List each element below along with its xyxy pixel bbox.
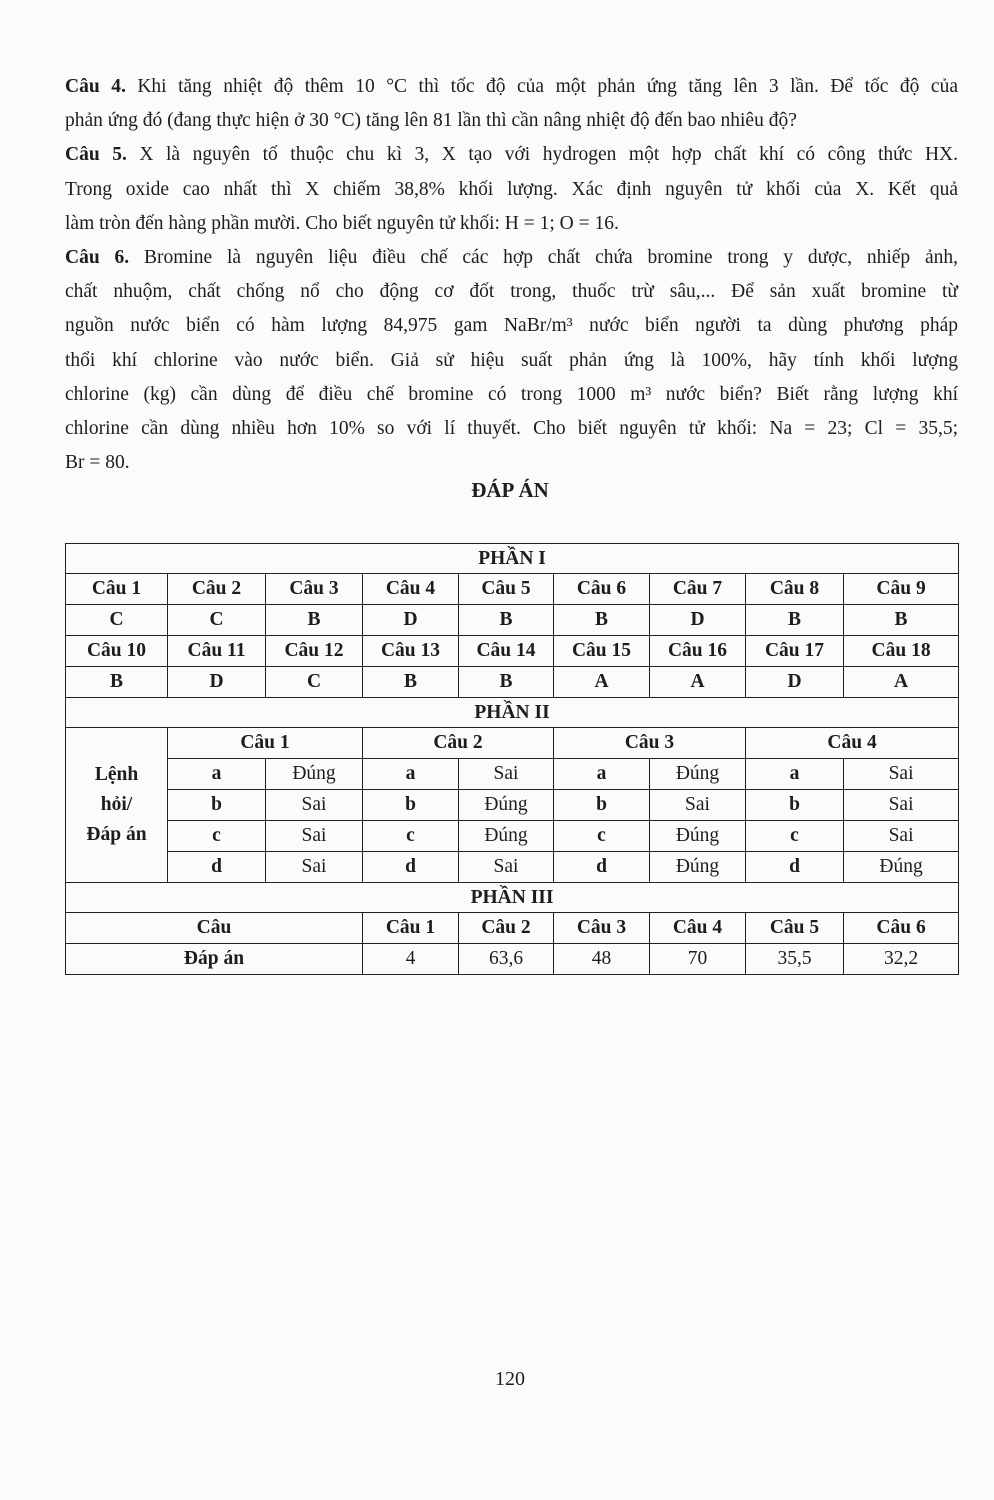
question-line bbox=[65, 378, 958, 412]
table-cell: b bbox=[363, 790, 459, 821]
table-row bbox=[66, 574, 959, 605]
table-cell: D bbox=[363, 605, 459, 636]
table-row bbox=[66, 852, 959, 883]
table-cell: B bbox=[459, 605, 554, 636]
table-cell: a bbox=[554, 759, 650, 790]
side-label-line: hỏi/ bbox=[100, 794, 133, 815]
section-title: PHẦN III bbox=[66, 883, 959, 913]
table-cell: D bbox=[746, 667, 844, 698]
table-cell: B bbox=[844, 605, 959, 636]
table-cell: Câu 9 bbox=[844, 574, 959, 605]
table-cell: Đúng bbox=[844, 852, 959, 883]
table-cell: Sai bbox=[844, 759, 959, 790]
table-cell: Câu 8 bbox=[746, 574, 844, 605]
question-line bbox=[65, 241, 958, 275]
table-cell: Câu 5 bbox=[459, 574, 554, 605]
table-cell: Câu 14 bbox=[459, 636, 554, 667]
question-text: nguồn nước biển có hàm lượng 84,975 gam NaBr/m³ nước biển người ta dùng phương pháp bbox=[65, 315, 958, 337]
answer-title: ĐÁP ÁN bbox=[471, 478, 549, 502]
table-cell: d bbox=[746, 852, 844, 883]
table-cell: b bbox=[746, 790, 844, 821]
side-label-line: Đáp án bbox=[86, 824, 147, 845]
table-cell: Đúng bbox=[650, 821, 746, 852]
table-row bbox=[66, 913, 959, 944]
table-cell: Đúng bbox=[459, 821, 554, 852]
question-line bbox=[65, 104, 958, 138]
table-cell: Câu 3 bbox=[554, 728, 746, 759]
table-cell: Câu 7 bbox=[650, 574, 746, 605]
table-cell: Câu 16 bbox=[650, 636, 746, 667]
side-label-line: Lệnh bbox=[94, 764, 139, 785]
table-cell: Sai bbox=[266, 790, 363, 821]
table-cell: c bbox=[168, 821, 266, 852]
table-cell: A bbox=[554, 667, 650, 698]
table-cell: 48 bbox=[554, 944, 650, 975]
table-row bbox=[66, 728, 959, 759]
question-text: chlorine (kg) cần dùng để điều chế bromine có trong 1000 m³ nước biển? Biết rằng lượng khí bbox=[65, 383, 958, 405]
question-text: Khi tăng nhiệt độ thêm 10 °C thì tốc độ của một phản ứng tăng lên 3 lần. Để tốc độ của bbox=[137, 76, 958, 97]
table-cell: a bbox=[746, 759, 844, 790]
table-cell: Đúng bbox=[650, 852, 746, 883]
table-cell: Câu 6 bbox=[554, 574, 650, 605]
question-line bbox=[65, 207, 958, 241]
question-text: Br = 80. bbox=[65, 452, 130, 474]
question-label: Câu 5. bbox=[65, 144, 127, 166]
page-number: 120 bbox=[495, 1368, 525, 1390]
table-cell: Sai bbox=[650, 790, 746, 821]
table-cell: B bbox=[266, 605, 363, 636]
table-cell: 63,6 bbox=[459, 944, 554, 975]
table-cell: Câu 18 bbox=[844, 636, 959, 667]
table-cell: Câu 5 bbox=[746, 913, 844, 944]
question-line bbox=[65, 138, 958, 172]
question-line bbox=[65, 173, 958, 207]
table-cell: Sai bbox=[459, 759, 554, 790]
question-line bbox=[65, 446, 958, 480]
table-cell: Câu 2 bbox=[168, 574, 266, 605]
table-cell: Câu 6 bbox=[844, 913, 959, 944]
table-row bbox=[66, 544, 959, 574]
table-cell: Sai bbox=[266, 821, 363, 852]
table-row bbox=[66, 698, 959, 728]
table-cell: Câu 4 bbox=[650, 913, 746, 944]
question-line bbox=[65, 275, 958, 309]
question-line bbox=[65, 70, 958, 104]
table-cell: C bbox=[168, 605, 266, 636]
table-row bbox=[66, 944, 959, 975]
table-cell: Câu bbox=[66, 913, 363, 944]
table-row bbox=[66, 883, 959, 913]
table-row bbox=[66, 605, 959, 636]
question-text: làm tròn đến hàng phần mười. Cho biết nguyên tử khối: H = 1; O = 16. bbox=[65, 212, 619, 234]
table-row bbox=[66, 667, 959, 698]
table-cell: d bbox=[554, 852, 650, 883]
table-cell: Câu 15 bbox=[554, 636, 650, 667]
question-text: chlorine cần dùng nhiều hơn 10% so với lí thuyết. Cho biết nguyên tử khối: Na = 23; Cl = 35,5; bbox=[65, 417, 958, 439]
table-cell: Đúng bbox=[650, 759, 746, 790]
question-label: Câu 4. bbox=[65, 76, 126, 97]
table-cell: Sai bbox=[844, 821, 959, 852]
table-cell: D bbox=[168, 667, 266, 698]
table-cell: B bbox=[459, 667, 554, 698]
table-cell: Câu 17 bbox=[746, 636, 844, 667]
table-cell: Đúng bbox=[266, 759, 363, 790]
table-cell: Câu 10 bbox=[66, 636, 168, 667]
table-cell: Câu 1 bbox=[363, 913, 459, 944]
table-row bbox=[66, 821, 959, 852]
table-cell: Đúng bbox=[459, 790, 554, 821]
table-cell: Câu 3 bbox=[554, 913, 650, 944]
table-cell: b bbox=[168, 790, 266, 821]
table-cell: Câu 2 bbox=[363, 728, 554, 759]
table-cell: 32,2 bbox=[844, 944, 959, 975]
side-label bbox=[66, 728, 168, 883]
table-cell: d bbox=[363, 852, 459, 883]
table-cell: Câu 4 bbox=[363, 574, 459, 605]
table-cell: d bbox=[168, 852, 266, 883]
table-cell: Câu 1 bbox=[168, 728, 363, 759]
table-cell: Câu 11 bbox=[168, 636, 266, 667]
table-cell: a bbox=[168, 759, 266, 790]
table-cell: B bbox=[66, 667, 168, 698]
table-cell: C bbox=[66, 605, 168, 636]
section-title: PHẦN II bbox=[66, 698, 959, 728]
question-line bbox=[65, 412, 958, 446]
table-cell: c bbox=[554, 821, 650, 852]
table-cell: b bbox=[554, 790, 650, 821]
table-row bbox=[66, 759, 959, 790]
table-cell: Câu 2 bbox=[459, 913, 554, 944]
table-cell: c bbox=[363, 821, 459, 852]
section-title: PHẦN I bbox=[66, 544, 959, 574]
table-cell: Câu 12 bbox=[266, 636, 363, 667]
table-cell: A bbox=[650, 667, 746, 698]
table-cell: Câu 13 bbox=[363, 636, 459, 667]
table-cell: Câu 1 bbox=[66, 574, 168, 605]
table-cell: 70 bbox=[650, 944, 746, 975]
question-text: X là nguyên tố thuộc chu kì 3, X tạo với hydrogen một hợp chất khí có công thức HX. bbox=[139, 144, 958, 166]
table-cell: D bbox=[650, 605, 746, 636]
table-cell: Sai bbox=[844, 790, 959, 821]
questions-text bbox=[65, 70, 958, 480]
table-cell: A bbox=[844, 667, 959, 698]
question-line bbox=[65, 344, 958, 378]
question-label: Câu 6. bbox=[65, 246, 130, 268]
table-cell: Sai bbox=[266, 852, 363, 883]
question-text: thổi khí chlorine vào nước biển. Giả sử hiệu suất phản ứng là 100%, hãy tính khối lượng bbox=[65, 349, 958, 371]
answer-table bbox=[65, 543, 959, 975]
question-text: Trong oxide cao nhất thì X chiếm 38,8% khối lượng. Xác định nguyên tử khối của X. Kết quả bbox=[65, 178, 958, 200]
question-text: chất nhuộm, chất chống nổ cho động cơ đốt trong, thuốc trừ sâu,... Để sản xuất bromine từ bbox=[65, 281, 958, 303]
table-cell: B bbox=[554, 605, 650, 636]
question-text: phản ứng đó (đang thực hiện ở 30 °C) tăng lên 81 lần thì cần nâng nhiệt độ đến bao nhiêu độ? bbox=[65, 110, 797, 132]
table-cell: Câu 3 bbox=[266, 574, 363, 605]
question-line bbox=[65, 309, 958, 343]
table-cell: B bbox=[746, 605, 844, 636]
table-cell: a bbox=[363, 759, 459, 790]
table-cell: Đáp án bbox=[66, 944, 363, 975]
question-text: Bromine là nguyên liệu điều chế các hợp chất chứa bromine trong y dược, nhiếp ảnh, bbox=[143, 246, 958, 268]
table-cell: B bbox=[363, 667, 459, 698]
table-cell: C bbox=[266, 667, 363, 698]
table-row bbox=[66, 790, 959, 821]
table-cell: 35,5 bbox=[746, 944, 844, 975]
table-cell: c bbox=[746, 821, 844, 852]
table-cell: 4 bbox=[363, 944, 459, 975]
table-row bbox=[66, 636, 959, 667]
table-cell: Sai bbox=[459, 852, 554, 883]
table-cell: Câu 4 bbox=[746, 728, 959, 759]
